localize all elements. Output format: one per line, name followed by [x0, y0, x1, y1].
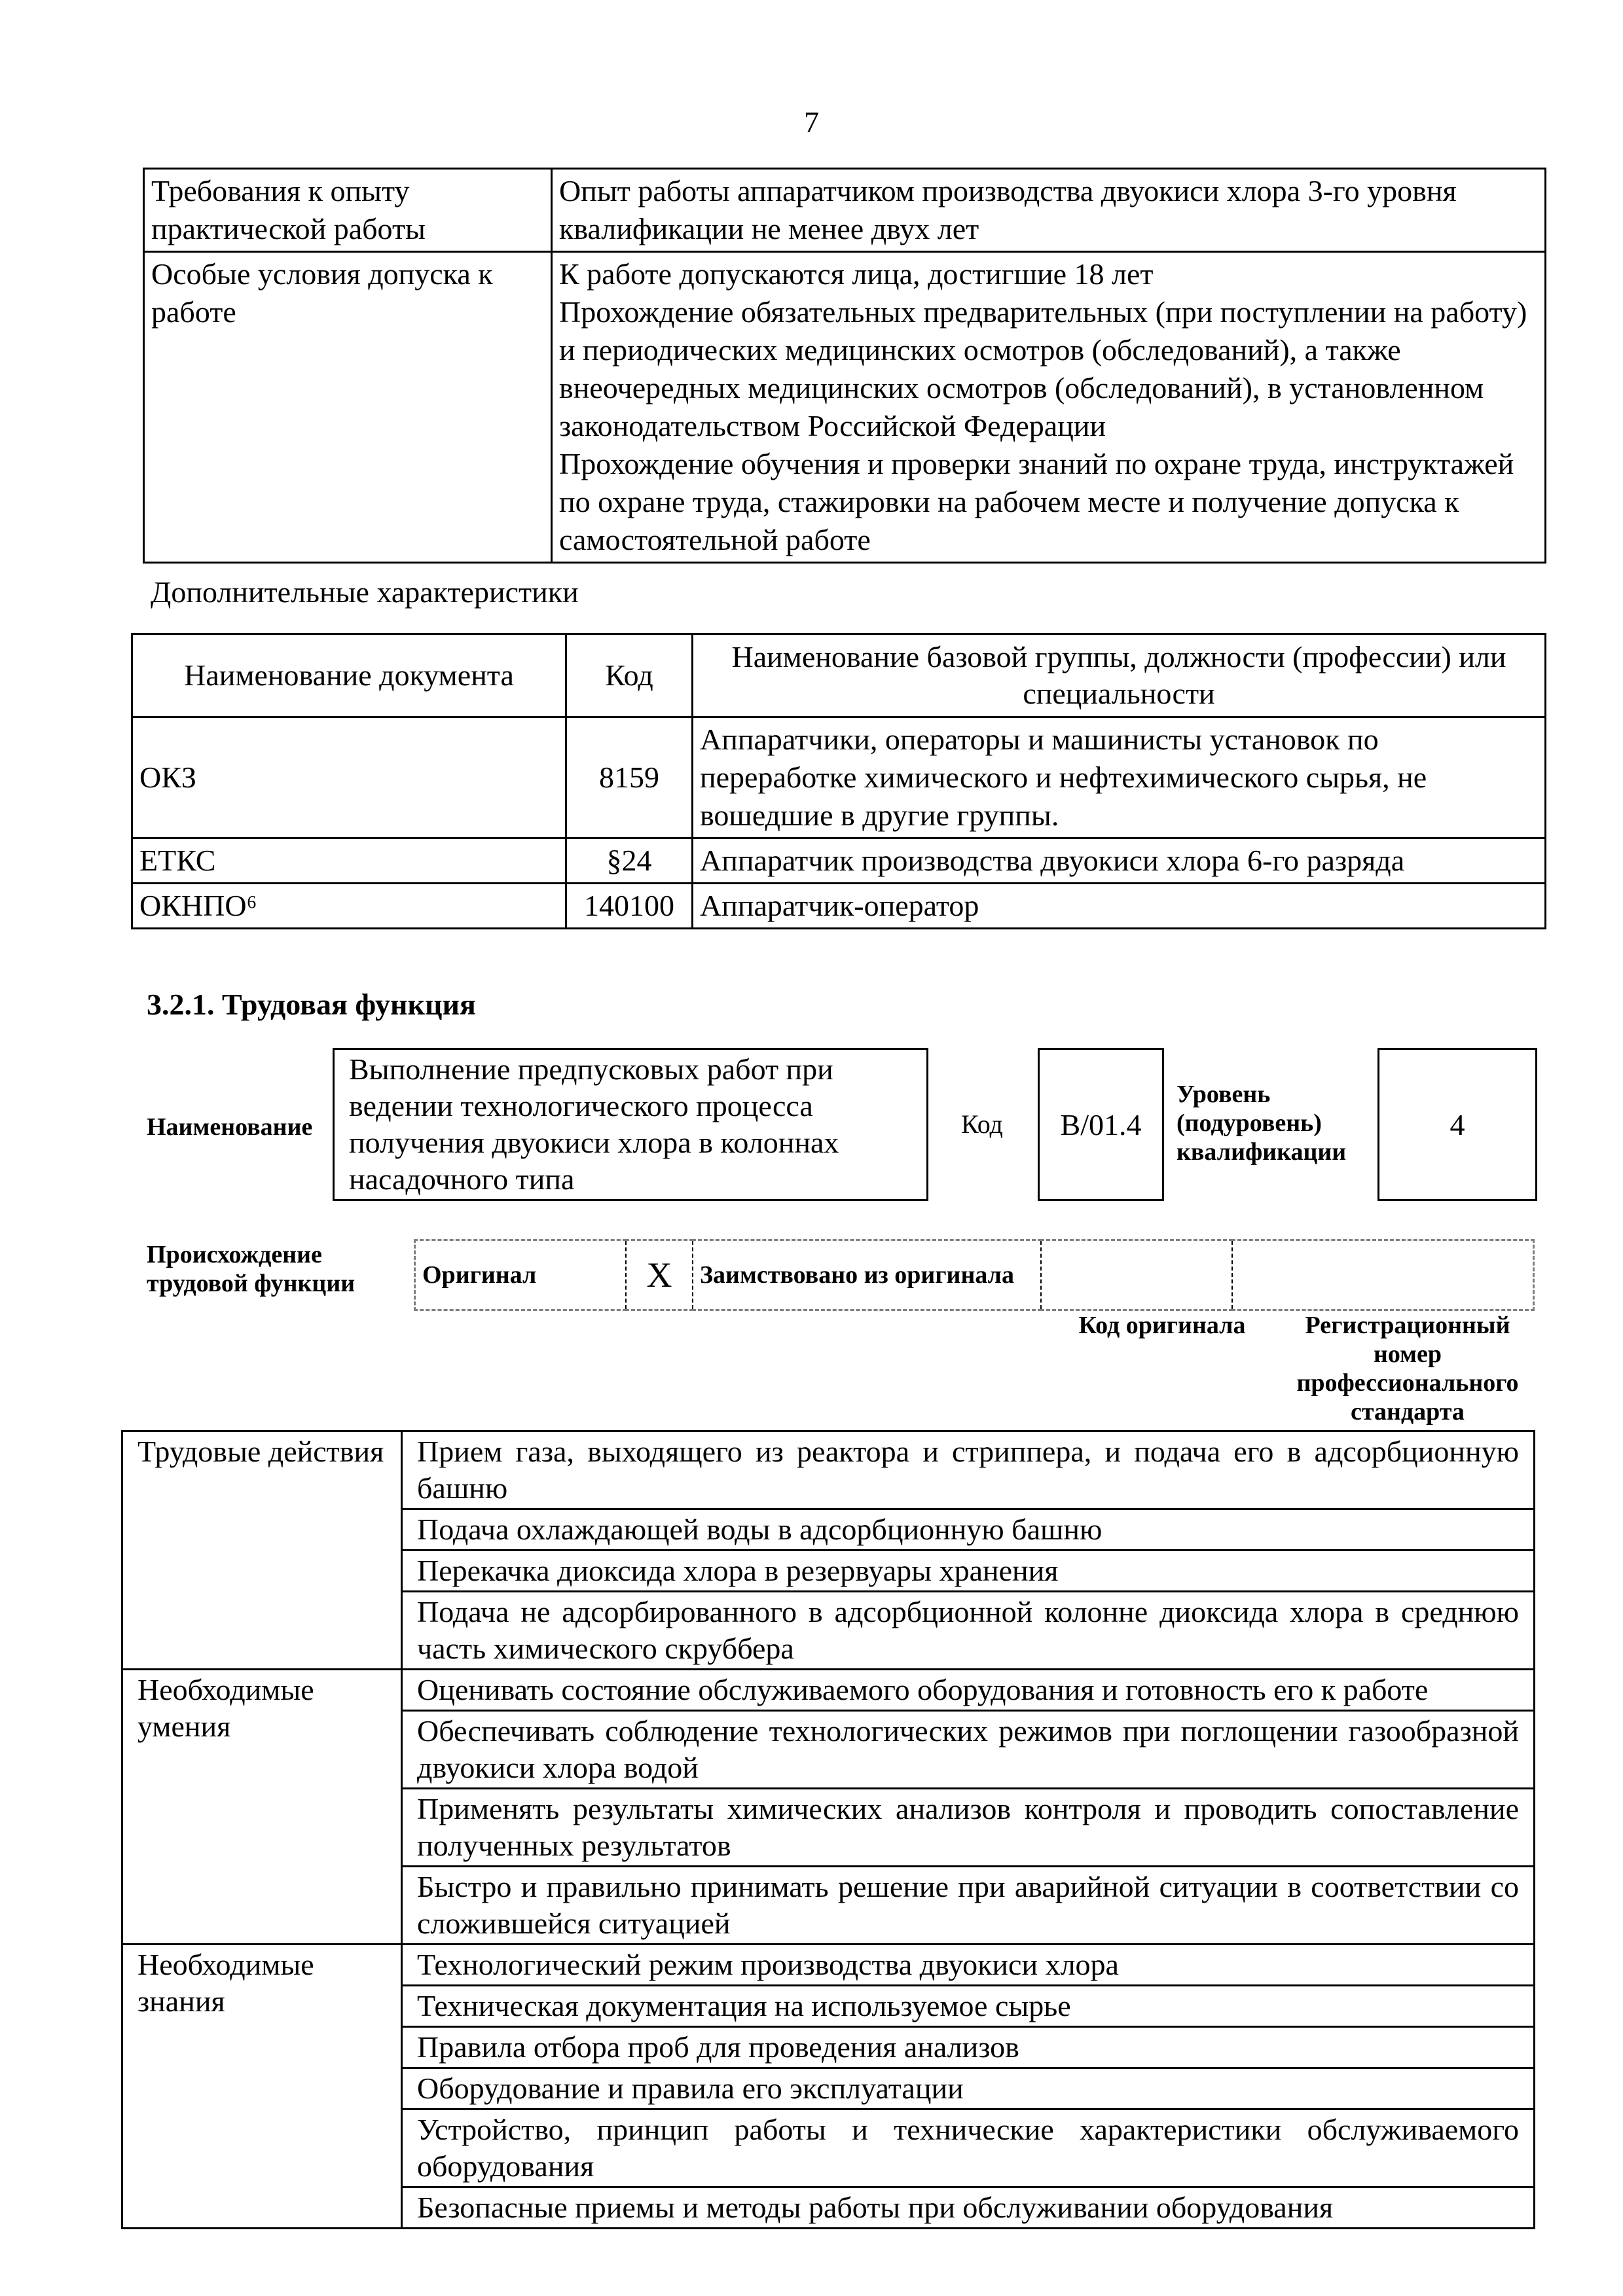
- table-header-row: [132, 634, 1546, 717]
- additional-characteristics-table: [131, 633, 1546, 929]
- origin-borrowed-label: Заимствовано из оригинала: [693, 1240, 1041, 1310]
- column-header: Наименование базовой группы, должности (профессии) или специальности: [693, 634, 1546, 717]
- detail-item: Быстро и правильно принимать решение при аварийной ситуации в соответствии со сложившейся ситуацией: [402, 1867, 1535, 1945]
- table-cell: Аппаратчики, операторы и машинисты установок по переработке химического и нефтехимического сырья, не вошедшие в другие группы.: [693, 717, 1546, 838]
- registration-number-caption: Регистрационный номер профессионального стандарта: [1296, 1312, 1519, 1426]
- category-label: Необходимые знания: [122, 1945, 402, 2229]
- detail-item: Правила отбора проб для проведения анализов: [402, 2027, 1535, 2068]
- name-label: Наименование: [147, 1113, 313, 1141]
- requirements-table: [143, 168, 1546, 564]
- table-cell: ОКНПО⁶: [132, 884, 566, 929]
- table-cell: 8159: [566, 717, 693, 838]
- table-row: [122, 1670, 1535, 1711]
- origin-label: Происхождение трудовой функции: [147, 1241, 356, 1297]
- requirement-line: Прохождение обучения и проверки знаний по охране труда, инструктажей по охране труда, стажировки на рабочем месте и получение допуска к самостоятельной работе: [559, 447, 1514, 556]
- requirement-line: Прохождение обязательных предварительных (при поступлении на работу) и периодических медицинских осмотров (обследований), а также внеочередных медицинских осмотров (обследований), в установленном законодательством Российской Федерации: [559, 295, 1527, 442]
- code-label: Код: [961, 1109, 1003, 1139]
- code-original-caption: Код оригинала: [1078, 1312, 1246, 1339]
- table-row: [132, 717, 1546, 838]
- qualification-level-box: 4: [1377, 1048, 1537, 1201]
- origin-code-cell: [1041, 1240, 1232, 1310]
- detail-item: Оценивать состояние обслуживаемого оборудования и готовность его к работе: [402, 1670, 1535, 1711]
- detail-item: Прием газа, выходящего из реактора и стриппера, и подача его в адсорбционную башню: [402, 1431, 1535, 1509]
- table-cell: ОКЗ: [132, 717, 566, 838]
- requirement-value: Опыт работы аппаратчиком производства двуокиси хлора 3-го уровня квалификации не менее двух лет: [552, 169, 1546, 252]
- origin-reg-number-cell: [1232, 1240, 1534, 1310]
- table-row: [144, 252, 1546, 563]
- detail-item: Обеспечивать соблюдение технологических режимов при поглощении газообразной двуокиси хлора водой: [402, 1711, 1535, 1789]
- origin-table: [414, 1239, 1535, 1311]
- requirement-value: [552, 252, 1546, 563]
- detail-item: Оборудование и правила его эксплуатации: [402, 2068, 1535, 2109]
- table-row: [132, 838, 1546, 884]
- table-cell: 140100: [566, 884, 693, 929]
- table-cell: §24: [566, 838, 693, 884]
- table-cell: Аппаратчик производства двуокиси хлора 6-го разряда: [693, 838, 1546, 884]
- table-row: [415, 1240, 1534, 1310]
- section-title: 3.2.1. Трудовая функция: [147, 988, 476, 1021]
- detail-item: Устройство, принцип работы и технические характеристики обслуживаемого оборудования: [402, 2109, 1535, 2187]
- detail-item: Технологический режим производства двуокиси хлора: [402, 1945, 1535, 1986]
- page-number: 7: [804, 105, 819, 139]
- table-cell: ЕТКС: [132, 838, 566, 884]
- detail-item: Применять результаты химических анализов контроля и проводить сопоставление полученных результатов: [402, 1789, 1535, 1867]
- table-row: [122, 1431, 1535, 1509]
- column-header: Наименование документа: [132, 634, 566, 717]
- function-details-table: [121, 1430, 1535, 2229]
- column-header: Код: [566, 634, 693, 717]
- detail-item: Подача охлаждающей воды в адсорбционную башню: [402, 1509, 1535, 1551]
- requirement-label: Особые условия допуска к работе: [144, 252, 552, 563]
- detail-item: Безопасные приемы и методы работы при обслуживании оборудования: [402, 2187, 1535, 2229]
- function-name-box: Выполнение предпусковых работ при ведении технологического процесса получения двуокиси хлора в колоннах насадочного типа: [333, 1048, 928, 1201]
- category-label: Необходимые умения: [122, 1670, 402, 1945]
- detail-item: Подача не адсорбированного в адсорбционной колонне диоксида хлора в среднюю часть химического скруббера: [402, 1592, 1535, 1670]
- detail-item: Перекачка диоксида хлора в резервуары хранения: [402, 1551, 1535, 1592]
- function-code-box: В/01.4: [1038, 1048, 1164, 1201]
- section-subheading: Дополнительные характеристики: [151, 575, 579, 609]
- requirement-line: К работе допускаются лица, достигшие 18 лет: [559, 257, 1154, 291]
- table-row: [122, 1945, 1535, 1986]
- category-label: Трудовые действия: [122, 1431, 402, 1670]
- level-label: Уровень (подуровень) квалификации: [1176, 1081, 1347, 1166]
- table-row: [132, 884, 1546, 929]
- origin-original-label: Оригинал: [415, 1240, 627, 1310]
- table-cell: Аппаратчик-оператор: [693, 884, 1546, 929]
- table-row: [144, 169, 1546, 252]
- detail-item: Техническая документация на используемое сырье: [402, 1986, 1535, 2027]
- requirement-label: Требования к опыту практической работы: [144, 169, 552, 252]
- origin-mark: X: [626, 1240, 693, 1310]
